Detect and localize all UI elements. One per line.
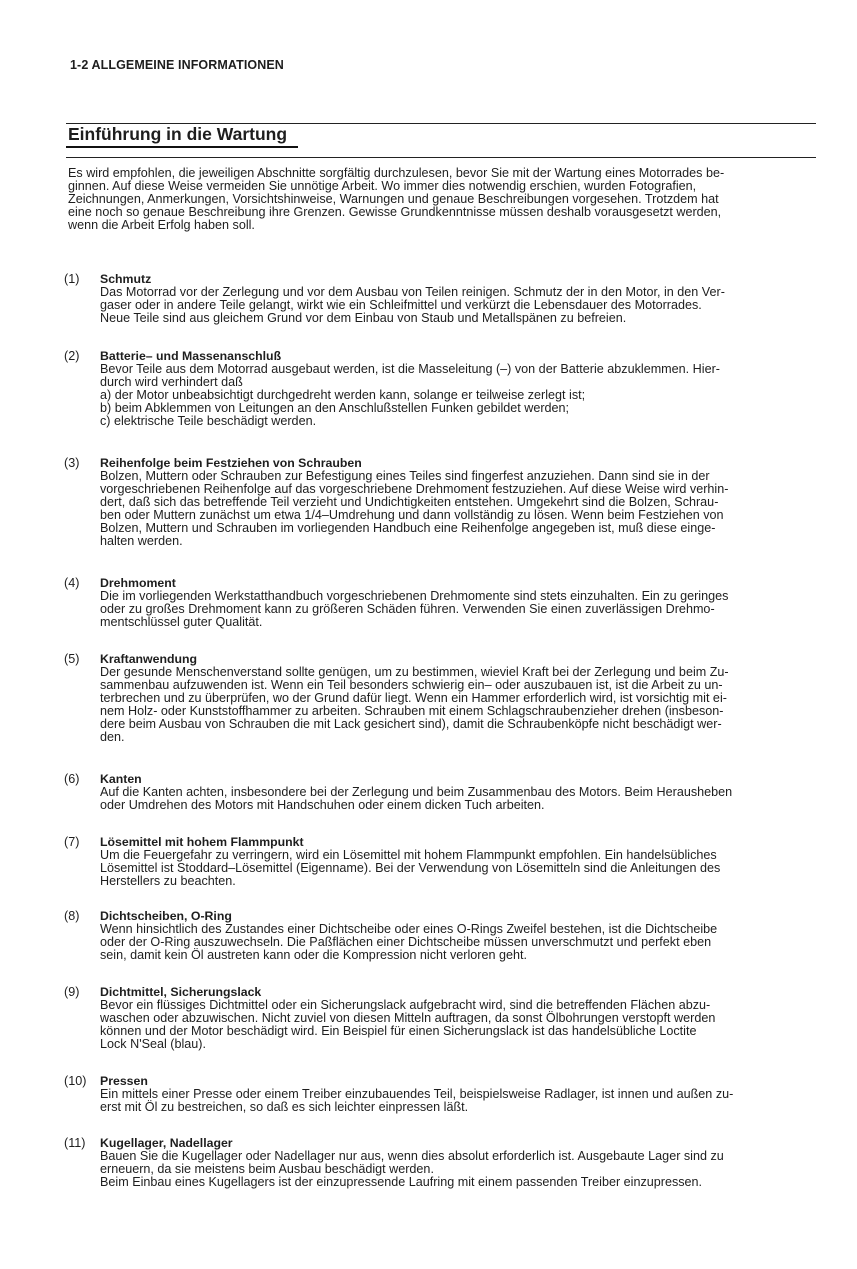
section-text	[100, 666, 816, 744]
text-line: halten werden.	[100, 534, 183, 548]
text-line: erneuern, da sie meistens beim Ausbau beschädigt werden.	[100, 1162, 434, 1176]
text-line: Das Motorrad vor der Zerlegung und vor dem Ausbau von Teilen reinigen. Schmutz der in den Motor, in den Ver-	[100, 285, 725, 299]
text-line: dere beim Ausbau von Schrauben die mit Lack gesichert sind), damit die Schraubenköpfe nicht beschädigt wer-	[100, 717, 722, 731]
section-title: Pressen	[100, 1074, 148, 1088]
text-line: c) elektrische Teile beschädigt werden.	[100, 414, 317, 428]
section-number: (5)	[64, 652, 80, 666]
text-line: waschen oder abzuwischen. Nicht zuviel von diesen Mitteln auftragen, da sonst Ölbohrungen verstopft werden	[100, 1011, 716, 1025]
text-line: Wenn hinsichtlich des Zustandes einer Dichtscheibe oder eines O-Rings Zweifel bestehen, ist die Dichtscheibe	[100, 922, 718, 936]
section-number: (1)	[64, 272, 80, 286]
text-line: oder Umdrehen des Motors mit Handschuhen oder einem dicken Tuch arbeiten.	[100, 798, 545, 812]
text-line: Neue Teile sind aus gleichem Grund vor dem Einbau von Staub und Metallspänen zu befreien.	[100, 311, 627, 325]
section-body	[100, 349, 816, 428]
intro-line: ginnen. Auf diese Weise vermeiden Sie unnötige Arbeit. Wo immer dies notwendig erschien, wurden Fotografien,	[68, 179, 697, 193]
text-line: Lock N'Seal (blau).	[100, 1037, 207, 1051]
text-line: sein, damit kein Öl austreten kann oder die Kompression nicht verloren geht.	[100, 948, 528, 962]
intro-line: Zeichnungen, Anmerkungen, Vorsichtshinweise, Warnungen und genaue Beschreibungen vorgesehen. Trotzdem hat	[68, 192, 719, 206]
section-body	[100, 772, 816, 812]
section-body	[100, 272, 816, 325]
section-title: Batterie– und Massenanschluß	[100, 349, 282, 363]
section-number: (7)	[64, 835, 80, 849]
text-line: Herstellers zu beachten.	[100, 874, 236, 888]
section-text	[100, 363, 816, 428]
section-body	[100, 1074, 816, 1114]
section-text	[100, 1088, 816, 1114]
text-line: sammenbau aufzuwenden ist. Wenn ein Teil besonders schwierig ein– oder auszubauen ist, ist die Arbeit zu un-	[100, 678, 723, 692]
section-title: Dichtscheiben, O-Ring	[100, 909, 232, 923]
text-line: Um die Feuergefahr zu verringern, wird ein Lösemittel mit hohem Flammpunkt empfohlen. Ein handelsübliches	[100, 848, 717, 862]
intro-paragraph	[68, 167, 816, 232]
text-line: Bevor ein flüssiges Dichtmittel oder ein Sicherungslack aufgebracht wird, sind die betreffenden Flächen abzu-	[100, 998, 711, 1012]
section-text	[100, 286, 816, 325]
text-line: nem Holz- oder Kunststoffhammer zu arbeiten. Schrauben mit einem Schlagschraubenzieher drehen (insbeson-	[100, 704, 724, 718]
section-text	[100, 786, 816, 812]
section-number: (4)	[64, 576, 80, 590]
section-number: (2)	[64, 349, 80, 363]
section-number: (10)	[64, 1074, 87, 1088]
section-number: (6)	[64, 772, 80, 786]
section-number: (3)	[64, 456, 80, 470]
text-line: Auf die Kanten achten, insbesondere bei der Zerlegung und beim Zusammenbau des Motors. Beim Herausheben	[100, 785, 733, 799]
text-line: Lösemittel ist Stoddard–Lösemittel (Eigenname). Bei der Verwendung von Lösemitteln sind die Anleitungen des	[100, 861, 721, 875]
text-line: gaser oder in andere Teile gelangt, wirkt wie ein Schleifmittel und verkürzt die Lebensdauer des Motorrades.	[100, 298, 702, 312]
title-rule-bottom	[66, 157, 816, 158]
page-title: Einführung in die Wartung	[68, 124, 288, 144]
section-text	[100, 470, 816, 548]
intro-line: eine noch so genaue Beschreibung ihre Grenzen. Gewisse Grundkenntnisse müssen deshalb vorausgesetzt werden,	[68, 205, 722, 219]
text-line: oder der O-Ring auszuwechseln. Die Paßflächen einer Dichtscheibe müssen unverschmutzt und perfekt eben	[100, 935, 712, 949]
section-title: Kraftanwendung	[100, 652, 198, 666]
text-line: mentschlüssel guter Qualität.	[100, 615, 263, 629]
section-title: Dichtmittel, Sicherungslack	[100, 985, 262, 999]
text-line: Der gesunde Menschenverstand sollte genügen, um zu bestimmen, wieviel Kraft bei der Zerlegung und beim Zu-	[100, 665, 729, 679]
text-line: vorgeschriebenen Reihenfolge auf das vorgeschriebene Drehmoment festzuziehen. Auf diese Weise wird verhin-	[100, 482, 729, 496]
section-number: (9)	[64, 985, 80, 999]
section-text	[100, 849, 816, 888]
title-underline	[66, 146, 298, 148]
section-body	[100, 1136, 816, 1189]
text-line: oder zu großes Drehmoment kann zu größeren Schäden führen. Verwenden Sie einen zuverlässigen Drehmo-	[100, 602, 715, 616]
text-line: Die im vorliegenden Werkstatthandbuch vorgeschriebenen Drehmomente sind stets einzuhalten. Ein zu geringes	[100, 589, 729, 603]
section-title: Reihenfolge beim Festziehen von Schrauben	[100, 456, 362, 470]
text-line: können und der Motor beschädigt wird. Ein Beispiel für einen Sicherungslack ist das handelsübliche Loctite	[100, 1024, 697, 1038]
section-title: Drehmoment	[100, 576, 176, 590]
text-line: erst mit Öl zu bestreichen, so daß es sich leichter einpressen läßt.	[100, 1100, 469, 1114]
section-body	[100, 985, 816, 1051]
section-title: Kugellager, Nadellager	[100, 1136, 233, 1150]
text-line: Beim Einbau eines Kugellagers ist der einzupressende Laufring mit einem passenden Treiber einzupressen.	[100, 1175, 703, 1189]
page-header: 1-2 ALLGEMEINE INFORMATIONEN	[70, 58, 284, 72]
text-line: ben oder Muttern zunächst um etwa 1/4–Umdrehung und dann vollständig zu lösen. Wenn beim Festziehen von	[100, 508, 724, 522]
section-number: (8)	[64, 909, 80, 923]
section-title: Schmutz	[100, 272, 152, 286]
section-body	[100, 576, 816, 629]
section-number: (11)	[64, 1136, 86, 1150]
intro-line: Es wird empfohlen, die jeweiligen Abschnitte sorgfältig durchzulesen, bevor Sie mit der Wartung eines Motorrades be-	[68, 166, 725, 180]
section-body	[100, 909, 816, 962]
intro-line: wenn die Arbeit Erfolg haben soll.	[68, 218, 255, 232]
text-line: a) der Motor unbeabsichtigt durchgedreht werden kann, solange er teilweise zerlegt ist;	[100, 388, 586, 402]
section-body	[100, 835, 816, 888]
section-title: Kanten	[100, 772, 142, 786]
section-text	[100, 923, 816, 962]
text-line: den.	[100, 730, 125, 744]
text-line: Bolzen, Muttern oder Schrauben zur Befestigung eines Teiles sind fingerfest anzuziehen. Dann sind sie in der	[100, 469, 710, 483]
text-line: terbrechen und zu überprüfen, wo der Grund dafür liegt. Wenn ein Hammer erforderlich wird, ist vorsichtig mit ei-	[100, 691, 727, 705]
text-line: Bevor Teile aus dem Motorrad ausgebaut werden, ist die Masseleitung (–) von der Batterie abzuklemmen. Hier-	[100, 362, 720, 376]
text-line: b) beim Abklemmen von Leitungen an den Anschlußstellen Funken gebildet werden;	[100, 401, 570, 415]
section-body	[100, 652, 816, 744]
text-line: durch wird verhindert daß	[100, 375, 243, 389]
section-text	[100, 590, 816, 629]
section-text	[100, 999, 816, 1051]
text-line: Ein mittels einer Presse oder einem Treiber einzubauendes Teil, beispielsweise Radlager, ist innen und außen zu-	[100, 1087, 734, 1101]
text-line: Bolzen, Muttern und Schrauben im vorliegenden Handbuch eine Reihenfolge angegeben ist, muß diese einge-	[100, 521, 716, 535]
section-title: Lösemittel mit hohem Flammpunkt	[100, 835, 304, 849]
text-line: dert, daß sich das betreffende Teil verzieht und Undichtigkeiten entstehen. Umgekehrt sind die Bolzen, Schrau-	[100, 495, 719, 509]
section-body	[100, 456, 816, 548]
section-text	[100, 1150, 816, 1189]
text-line: Bauen Sie die Kugellager oder Nadellager nur aus, wenn dies absolut erforderlich ist. Ausgebaute Lager sind zu	[100, 1149, 724, 1163]
